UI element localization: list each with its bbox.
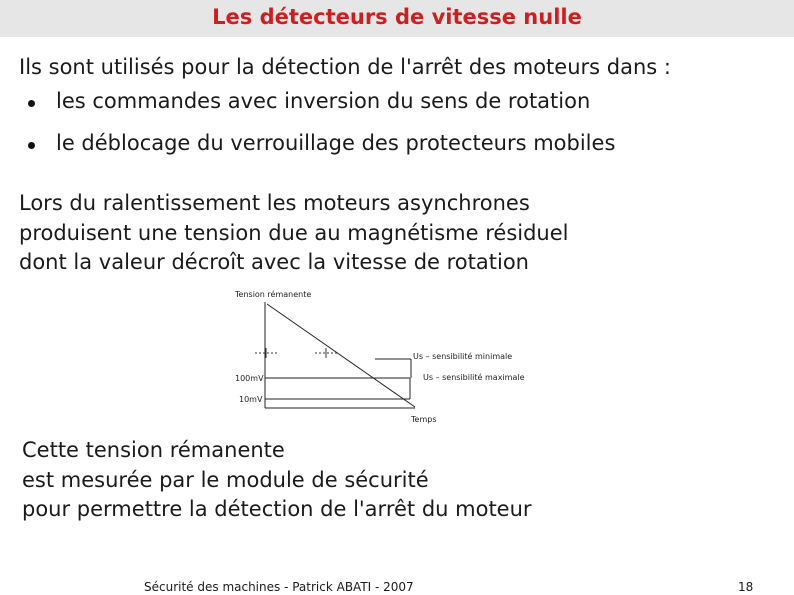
y-axis-label: Tension rémanente: [235, 290, 312, 299]
bullet-icon: [28, 142, 35, 149]
threshold-min-label: Us – sensibilité minimale: [413, 352, 513, 361]
bullet-icon: [28, 100, 35, 107]
threshold-max-label: Us – sensibilité maximale: [423, 373, 525, 382]
slide-title: Les détecteurs de vitesse nulle: [212, 5, 582, 29]
paragraph-line: est mesurée par le module de sécurité: [22, 467, 429, 492]
intro-text: Ils sont utilisés pour la détection de l'arrêt des moteurs dans :: [19, 55, 671, 79]
footer-text: Sécurité des machines - Patrick ABATI - 2007: [144, 580, 414, 594]
paragraph-slowdown: [19, 189, 569, 278]
paragraph-line: dont la valeur décroît avec la vitesse de rotation: [19, 250, 529, 274]
paragraph-line: pour permettre la détection de l'arrêt du moteur: [22, 497, 532, 521]
voltage-curve: [267, 304, 415, 407]
remanent-voltage-diagram: [225, 287, 535, 427]
paragraph-line: Lors du ralentissement les moteurs asynchrones: [19, 191, 530, 215]
paragraph-line: Cette tension rémanente: [22, 438, 285, 462]
page-number: 18: [738, 580, 754, 594]
level-10mv-label: 10mV: [239, 395, 263, 404]
bullet-text: les commandes avec inversion du sens de rotation: [56, 89, 591, 113]
paragraph-line: produisent une tension due au magnétisme résiduel: [19, 220, 569, 245]
x-axis-label: Temps: [411, 415, 437, 424]
paragraph-measurement: [22, 436, 532, 525]
level-100mv-label: 100mV: [235, 374, 264, 383]
bullet-text: le déblocage du verrouillage des protecteurs mobiles: [56, 131, 616, 155]
